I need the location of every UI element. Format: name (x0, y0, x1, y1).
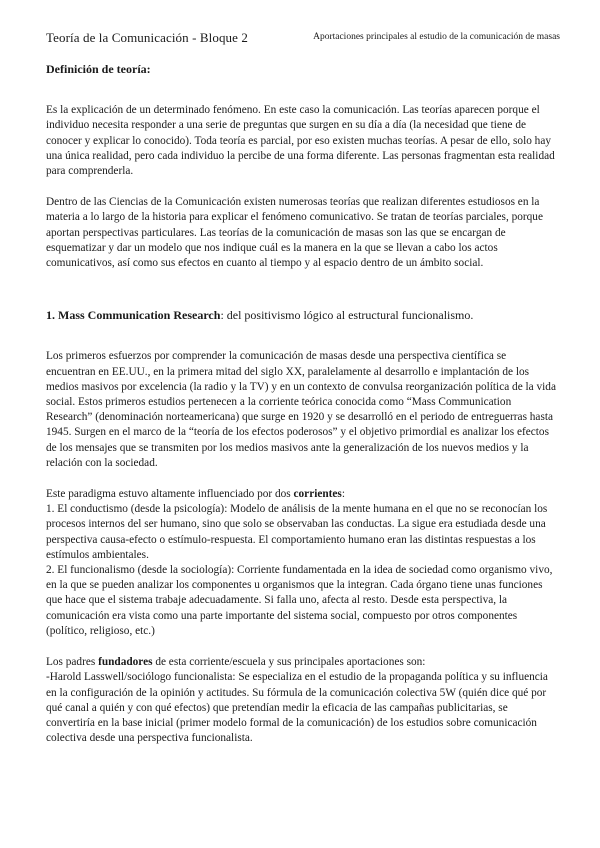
header-topic: Aportaciones principales al estudio de la comunicación de masas (313, 32, 560, 42)
p2-pre: Este paradigma estuvo altamente influenciado por dos (46, 488, 294, 501)
section-1-heading-rest: : del positivismo lógico al estructural funcionalismo. (220, 308, 474, 323)
section-1-heading (46, 308, 558, 323)
p2-post: : (341, 488, 345, 501)
list-item-conductismo: 1. El conductismo (desde la psicología): Modelo de análisis de la mente humana en el que no se reconocían los procesos internos del ser humano, sino que solo se observaban las conductas. La sigue era estudiada desde una perspectiva causa-efecto o estímulo-respuesta. El comportamiento humano eran las distintas respuestas a los estímulos ambientales. (46, 503, 548, 561)
list-item-lasswell: -Harold Lasswell/sociólogo funcionalista: Se especializa en el estudio de la propaganda política y su influencia en la configuración de la opinión y actitudes. Su fórmula de la comunicación colectiva 5W (quién dice qué por qué canal a quién y con qué efectos) que pretendían medir la eficacia de las campañas publicitarias, se convertiría en la base inicial (primer modelo formal de la comunicación) de los estudios sobre comunicación colectiva desde una perspectiva funcionalista. (46, 671, 548, 745)
section-1-heading-bold: 1. Mass Communication Research (46, 308, 221, 323)
header-course-title: Teoría de la Comunicación - Bloque 2 (46, 30, 248, 45)
document-body (46, 62, 558, 746)
page-header (46, 30, 560, 46)
p3-bold: fundadores (98, 656, 153, 669)
p3-post: de esta corriente/escuela y sus principales aportaciones son: (152, 656, 426, 669)
p2-bold: corrientes (293, 488, 342, 501)
section-1-paragraph-2 (46, 487, 558, 502)
section-1-paragraph-1: Los primeros esfuerzos por comprender la comunicación de masas desde una perspectiva científica se encuentran en EE.UU., en la primera mitad del siglo XX, paralelamente al desarrollo e implantación de los medios masivos por excelencia (la radio y la TV) y en un contexto de convulsa reorganización política de la vida social. Estos primeros estudios pertenecen a la corriente teórica conocida como “Mass Communication Research” (denominación norteamericana) que surge en 1920 y se desarrolló en el periodo de entreguerras hasta 1945. Surgen en el marco de la “teoría de los efectos poderosos” y el objetivo primordial es analizar los efectos de los mensajes que se transmiten por los medios masivos ante la generalización de los nuevos medios y la relación con la sociedad. (46, 350, 556, 469)
definition-title: Definición de teoría: (46, 62, 151, 76)
p3-pre: Los padres (46, 656, 99, 669)
definition-paragraph-1: Es la explicación de un determinado fenómeno. En este caso la comunicación. Las teorías aparecen porque el individuo necesita responder a una serie de preguntas que surgen en su día a día (la necesidad que tiene de conocer y explicar lo conocido). Toda teoría es parcial, por eso existen muchas teorías. A pesar de ello, solo hay una única realidad, pero cada individuo la percibe de una forma diferente. Las personas fragmentan esta realidad para comprenderla. (46, 104, 555, 178)
list-item-funcionalismo: 2. El funcionalismo (desde la sociología): Corriente fundamentada en la idea de sociedad como organismo vivo, en la que se pueden analizar los componentes u organismos que la integran. Cada órgano tiene unas funciones que hace que el sistema trabaje adecuadamente. Si falla uno, afecta al resto. Desde esta perspectiva, la comunicación era vista como una parte importante del sistema social, compuesto por otros componentes (político, religioso, etc.) (46, 564, 553, 637)
section-1-paragraph-3 (46, 655, 558, 670)
definition-paragraph-2: Dentro de las Ciencias de la Comunicación existen numerosas teorías que realizan diferentes estudiosos en la materia a lo largo de la historia para explicar el fenómeno comunicativo. Se tratan de teorías parciales, porque aportan perspectivas particulares. Las teorías de la comunicación de masas son las que se encargan de esquematizar y dar un modelo que nos indique cuál es la manera en la que se llevan a cabo los actos comunicativos, así como sus efectos en cuanto al tiempo y al espacio dentro de un ámbito social. (46, 196, 543, 270)
